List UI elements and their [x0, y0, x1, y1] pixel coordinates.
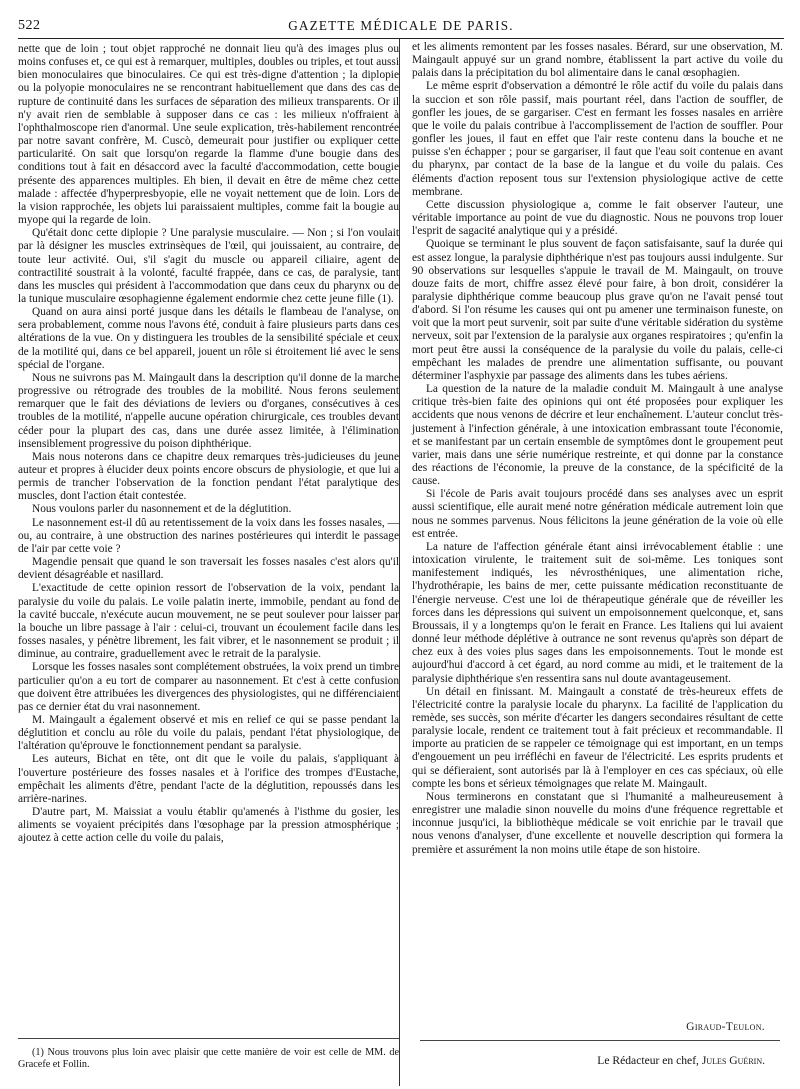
paragraph: Quoique se terminant le plus souvent de façon satisfaisante, sauf la durée qui est assez longue, la paralysie diphthérique n'est pas toujours aussi indulgente. Sur 90 observations sur lesquelles s'appuie le travail de M. Maingault, on trouve douze faits de mort, chiffre assez élevé pour faire, à bon droit, considérer la paralysie diphthérique comme beaucoup plus grave qu'on ne l'avait pensé tout d'abord. Si l'on résume les causes qui ont pu amener une terminaison funeste, on voit que la mort peut survenir, soit par suite d'une véritable sidération du système nerveux, soit par l'extension de la paralysie aux organes respiratoires ; qu'enfin la mort peut être aussi la conséquence de la paralysie du voile du palais, celle-ci empêchant les malades de prendre une alimentation suffisante, ou pouvant déterminer l'asphyxie par passage des aliments dans les tubes aériens.: [412, 238, 783, 382]
editor-prefix: Le Rédacteur en chef,: [597, 1054, 699, 1067]
paragraph: Magendie pensait que quand le son traversait les fosses nasales c'est alors qu'il devient désagréable et nasillard.: [18, 556, 399, 582]
right-column: [412, 41, 783, 857]
paragraph: La nature de l'affection générale étant ainsi irrévocablement établie : une intoxication virulente, le traitement suit de soi-même. Les toniques sont manifestement indiqués, les névrosthéniques, une alimentation riche, l'hydrothérapie, les bains de mer, cette puissante médication reconstituante de l'énergie nerveuse. C'est une loi de thérapeutique générale que de réveiller les forces dans les dépressions qui suivent un empoisonnement quelconque, et, sans Broussais, il y a longtemps qu'on le ferait en France. Les Italiens qui lui avaient donné leur méthode déplétive à outrance ne sont revenus qu'après son départ de chez eux à des voies plus sages dans les empoisonnements. Tout le monde est aujourd'hui d'accord à cet égard, au nord comme au midi, et le traitement de la paralysie diphthérique s'en ressentira sans nul doute avantageusement.: [412, 540, 783, 685]
paragraph: Nous ne suivrons pas M. Maingault dans la description qu'il donne de la marche progressive ou rétrograde des troubles de la mobilité. Nous ferons seulement remarquer que le fait des déviations de leviers ou d'organes, consécutives à ces troubles de la motilité, n'appelle aucune opération chirurgicale, ces troubles devant céder pour la plupart des cas, dans une durée assez limitée, à l'élimination insensiblement progressive du poison diphthérique.: [18, 371, 399, 450]
paragraph: Un détail en finissant. M. Maingault a constaté de très-heureux effets de l'électricité contre la paralysie locale du pharynx. La facilité de l'application du remède, ses succès, son mérite d'écarter les dangers secondaires résultant de cette paralysie locale, rendent ce traitement tout à fait précieux et recommandable. Il importe au praticien de se rappeler ce témoignage qui est important, en un temps d'engouement un peu irréfléchi en faveur de l'électricité. Les esprits prudents et qui se défieraient, sont autorisés par là à l'employer en ces cas spéciaux, où elle compte les bons et sérieux témoignages que relate M. Maingault.: [412, 685, 783, 790]
footnote-text: (1) Nous trouvons plus loin avec plaisir que cette manière de voir est celle de MM. de Gracefe et Follin.: [18, 1047, 399, 1071]
paragraph: Le même esprit d'observation a démontré le rôle actif du voile du palais dans la succion et son rôle passif, mais pourtant réel, dans l'action de souffler, de gonfler les joues, de se gargariser. C'est en fermant les fosses nasales en arrière que le voile du palais contribue à l'accomplissement de l'action de souffler. Pour gonfler les joues, il faut en effet que l'air reste contenu dans la bouche et ne puisse s'en échapper ; pour se gargariser, il faut que l'eau soit contenue en avant du pharynx, par contact de la base de la langue et du voile du palais. Ces éléments d'action reposent tous sur l'extension physiologique active de cette membrane.: [412, 80, 783, 198]
editor-line: [412, 1054, 783, 1067]
left-column: [18, 43, 399, 846]
paragraph: nette que de loin ; tout objet rapproché ne donnait lieu qu'à des images plus ou moins confuses et, ce qui est à remarquer, multiples, doubles ou triples, et tout aussi bien monoculaires que binoculaires. Ce qui est très-digne d'attention ; la diplopie ou la polyopie monoculaires ne se rencontrant habituellement que dans des cas de rupture de continuité dans les surfaces de séparation des milieux transparents. Or il n'y avait rien de semblable à supposer dans ce cas : les milieux n'offraient à l'ophthalmoscope rien d'anormal. Une seule explication, très-habilement rencontrée par notre savant confrère, M. Cuscò, demeurait pour justifier ou expliquer cette particularité. On sait que lorsqu'on regarde la flamme d'une bougie dans des conditions tout à fait en désaccord avec la faculté d'accommodation, cette bougie présente des apparences multiples. Eh bien, il devait en être de même chez cette malade : affectée d'hyperpresbyopie, elle ne voyait nettement que de loin. Lors de la vision rapprochée, les objets lui paraissaient multiples, comme fait la bougie au myope qui la regarde de loin.: [18, 43, 399, 227]
paragraph: et les aliments remontent par les fosses nasales. Bérard, sur une observation, M. Maingault appuyé sur un grand nombre, établissent la part active du voile du palais dans la précipitation du bol alimentaire dans le canal œsophagien.: [412, 41, 783, 80]
footnote: [18, 1038, 399, 1071]
author-signature: Giraud-Teulon.: [686, 1020, 765, 1033]
paragraph: Le nasonnement est-il dû au retentissement de la voix dans les fosses nasales, — ou, au contraire, à une obstruction des narines postérieures qui interdit le passage de l'air par cette voie ?: [18, 516, 399, 555]
paragraph: L'exactitude de cette opinion ressort de l'observation de la voix, pendant la paralysie du voile du palais. Le voile palatin inerte, immobile, pendant au fond de la cavité buccale, n'exécute aucun mouvement, ne se peut soulever pour laisser par la bouche un libre passage à l'air : celui-ci, trouvant un écoulement facile dans les fosses nasales, y pénètre librement, les fait vibrer, et le nasonnement se produit ; il diminue, au contraire, graduellement avec le retrait de la paralysie.: [18, 582, 399, 661]
paragraph: Mais nous noterons dans ce chapitre deux remarques très-judicieuses du jeune auteur et propres à élucider deux points encore obscurs de physiologie, et que lui a permis de trancher l'observation de la fonction pendant l'état paralytique des muscles, dont l'action était contestée.: [18, 450, 399, 503]
editor-name: Jules Guérin.: [701, 1054, 765, 1067]
paragraph: Cette discussion physiologique a, comme le fait observer l'auteur, une véritable importance au point de vue du diagnostic. Nous ne pouvons trop louer l'esprit de sagacité analytique qui y a présidé.: [412, 198, 783, 238]
paragraph: Lorsque les fosses nasales sont complétement obstruées, la voix prend un timbre particulier qu'on a eu tort de comparer au nasonnement. Et c'est à cette confusion que doivent être attribuées les divergences des physiologistes, qui ne différenciaient pas ce dernier état du vrai nasonnement.: [18, 661, 399, 713]
journal-title: GAZETTE MÉDICALE DE PARIS.: [288, 18, 514, 33]
paragraph: M. Maingault a également observé et mis en relief ce qui se passe pendant la déglutition et conclu au rôle du voile du palais, pendant l'état physiologique, de l'altération qu'éprouve le fonctionnement pendant sa paralysie.: [18, 713, 399, 753]
paragraph: La question de la nature de la maladie conduit M. Maingault à une analyse critique très-bien faite des opinions qui ont été proposées pour expliquer les accidents que nous venons de décrire et leur enchaînement. L'auteur conclut très-justement à l'infection générale, à une intoxication embrassant toute l'économie, et se manifestant par un certain ensemble de symptômes dont le groupement peut varier, mais dans une série numérique restreinte, et qui donne par la constance des réactions de l'économie, la preuve de la constance, de la spécificité de la cause.: [412, 383, 783, 488]
paragraph: Les auteurs, Bichat en tête, ont dit que le voile du palais, s'appliquant à l'ouverture postérieure des fosses nasales et à l'orifice des trompes d'Eustache, empêchait les aliments d'être, pendant l'acte de la déglutition, repoussés dans les arrière-narines.: [18, 753, 399, 805]
paragraph: Quand on aura ainsi porté jusque dans les détails le flambeau de l'analyse, on sera probablement, comme nous l'avons été, conduit à faire plusieurs parts dans ces altérations de la vue. On y distinguera les troubles de la sensibilité spéciale et ceux de la motilité qui, dans ce bel appareil, jouent un rôle si étroitement lié avec le sens spécial de l'organe.: [18, 306, 399, 371]
paragraph: Si l'école de Paris avait toujours procédé dans ses analyses avec un esprit aussi scientifique, elle aurait mené notre génération médicale autrement loin que nous ne sommes parvenus. Nous félicitons la jeune génération de la voie où elle est entrée.: [412, 488, 783, 540]
signature-rule: [420, 1040, 780, 1041]
paragraph: Qu'était donc cette diplopie ? Une paralysie musculaire. — Non ; si l'on voulait par là désigner les muscles extrinsèques de l'œil, qui jouissaient, au contraire, de toute leur activité. Oui, s'il s'agit du muscle ou appareil ciliaire, agent de contractilité soustrait à la volonté, faculté frappée, dans ce cas, de paralysie, tant dans les muscles qui président à l'accommodation que dans ceux du pharynx ou de la tunique musculaire œsophagienne également endormie chez cette jeune fille (1).: [18, 227, 399, 305]
page-header: [18, 14, 784, 39]
paragraph: D'autre part, M. Maissiat a voulu établir qu'amenés à l'isthme du gosier, les aliments se voyaient précipités dans l'œsophage par la pression atmosphérique ; ajoutez à cette action celle du voile du palais,: [18, 806, 399, 845]
paragraph: Nous voulons parler du nasonnement et de la déglutition.: [32, 503, 292, 516]
column-separator: [399, 39, 400, 1086]
paragraph: Nous terminerons en constatant que si l'humanité a malheureusement à enregistrer une maladie sinon nouvelle du moins d'une fréquence regrettable et inconnue jusqu'ici, la bibliothèque médicale se voit enrichie par le travail que nous venons d'analyser, d'une excellente et nouvelle description qui formera la première et assurément la non moins utile étape de son histoire.: [412, 790, 783, 856]
page-number: 522: [18, 18, 41, 33]
